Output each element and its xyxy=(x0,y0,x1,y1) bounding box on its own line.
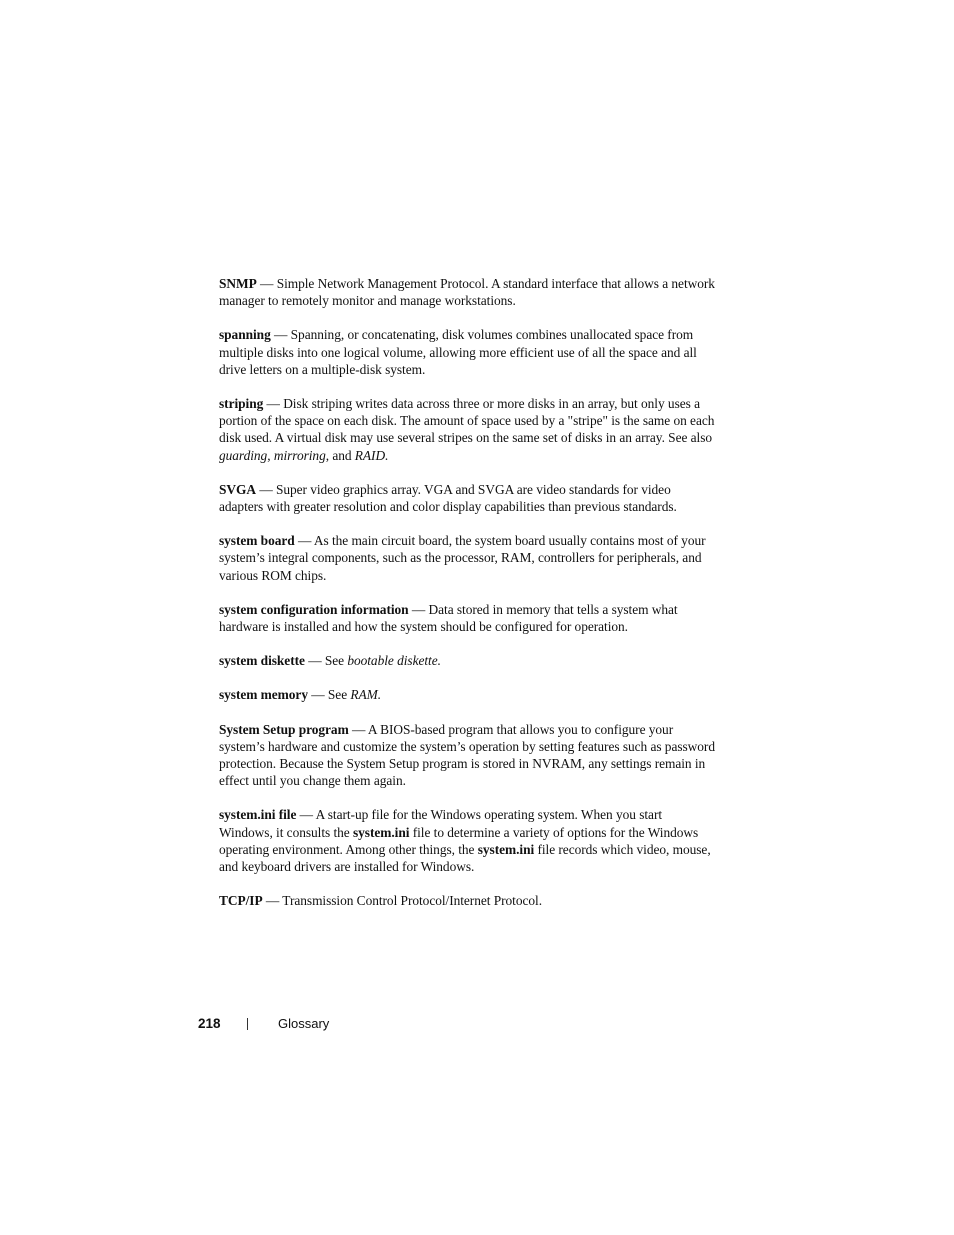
entry-definition: A start-up file for the Windows operating system. When you start Windows, it consults the xyxy=(219,807,663,840)
filename-reference: system.ini xyxy=(352,824,410,840)
entry-separator: — xyxy=(348,721,368,737)
entry-definition: A BIOS-based program that allows you to configure your system’s hardware and customize the system’s operation by setting features such as password protection. Because the System Setup program is stored in NVRAM, any settings remain in effect until you change them again. xyxy=(219,721,715,789)
entry-term: system diskette xyxy=(219,653,305,669)
entry-term: system memory xyxy=(219,687,308,703)
glossary-entry-striping xyxy=(219,395,715,464)
glossary-entry-snmp xyxy=(219,275,715,309)
glossary-content xyxy=(219,275,715,926)
entry-definition: Super video graphics array. VGA and SVGA are video standards for video adapters with greater resolution and color display capabilities than previous standards. xyxy=(219,481,677,515)
entry-separator: — xyxy=(294,533,314,549)
entry-definition: Simple Network Management Protocol. A standard interface that allows a network manager to remotely monitor and manage workstations. xyxy=(219,276,715,309)
glossary-entry-system-board xyxy=(219,532,715,584)
entry-term: system configuration information xyxy=(219,601,409,617)
glossary-entry-svga xyxy=(219,481,715,515)
entry-term: SVGA xyxy=(219,481,257,497)
entry-separator: — xyxy=(408,601,429,617)
entry-definition: Transmission Control Protocol/Internet Protocol. xyxy=(282,893,543,909)
entry-term: spanning xyxy=(219,327,271,343)
page-number: 218 xyxy=(198,1016,221,1031)
entry-definition: See xyxy=(327,687,351,703)
entry-separator: — xyxy=(256,481,276,497)
entry-definition-continued: file records which video, mouse, and keyboard drivers are installed for Windows. xyxy=(219,841,711,875)
cross-reference: RAM xyxy=(350,687,378,703)
glossary-entry-system-ini-file xyxy=(219,806,715,875)
section-title: Glossary xyxy=(278,1016,330,1031)
punctuation: . xyxy=(377,687,382,703)
entry-separator: — xyxy=(304,653,325,669)
glossary-entry-tcp-ip xyxy=(219,892,715,909)
entry-separator: — xyxy=(263,396,284,412)
entry-definition-continued: file to determine a variety of options for the Windows operating environment. Among other things, the xyxy=(219,824,699,857)
entry-definition: As the main circuit board, the system board usually contains most of your system’s integral components, such as the processor, RAM, controllers for peripherals, and various ROM chips. xyxy=(219,533,706,583)
punctuation: , xyxy=(267,447,274,463)
entry-definition: Disk striping writes data across three or more disks in an array, but only uses a portion of the space on each disk. The amount of space used by a "stripe" is the same on each disk used. A virtual disk may use several stripes on the same set of disks in an array. See also xyxy=(219,396,715,446)
filename-reference: system.ini xyxy=(477,841,535,857)
entry-term: system.ini file xyxy=(219,807,297,823)
entry-separator: — xyxy=(270,327,291,343)
glossary-entry-system-diskette xyxy=(219,652,715,669)
entry-term: SNMP xyxy=(219,276,257,291)
entry-term: System Setup program xyxy=(219,721,349,737)
glossary-entry-system-setup-program xyxy=(219,721,715,790)
entry-term: TCP/IP xyxy=(219,893,263,909)
entry-definition: Spanning, or concatenating, disk volumes combines unallocated space from multiple disks into one logical volume, allowing more efficient use of all the space and all drive letters on a multiple-disk system. xyxy=(219,327,697,377)
entry-term: striping xyxy=(219,396,264,412)
cross-reference: mirroring xyxy=(273,447,326,463)
glossary-entry-system-memory xyxy=(219,686,715,703)
cross-reference: bootable diskette xyxy=(347,653,438,669)
glossary-entry-spanning xyxy=(219,326,715,378)
punctuation: , and xyxy=(325,447,355,463)
entry-term: system board xyxy=(219,533,295,549)
entry-definition: See xyxy=(324,653,348,669)
entry-separator: — xyxy=(307,687,328,703)
entry-separator: — xyxy=(262,893,283,909)
cross-reference: RAID xyxy=(354,447,386,463)
footer-divider xyxy=(247,1018,248,1030)
cross-reference: guarding xyxy=(219,447,268,463)
entry-separator: — xyxy=(256,276,277,291)
entry-separator: — xyxy=(296,807,316,823)
punctuation: . xyxy=(437,653,441,669)
entry-definition: Data stored in memory that tells a system what hardware is installed and how the system should be configured for operation. xyxy=(219,601,678,635)
glossary-entry-system-configuration-information xyxy=(219,601,715,635)
punctuation: . xyxy=(385,447,389,463)
